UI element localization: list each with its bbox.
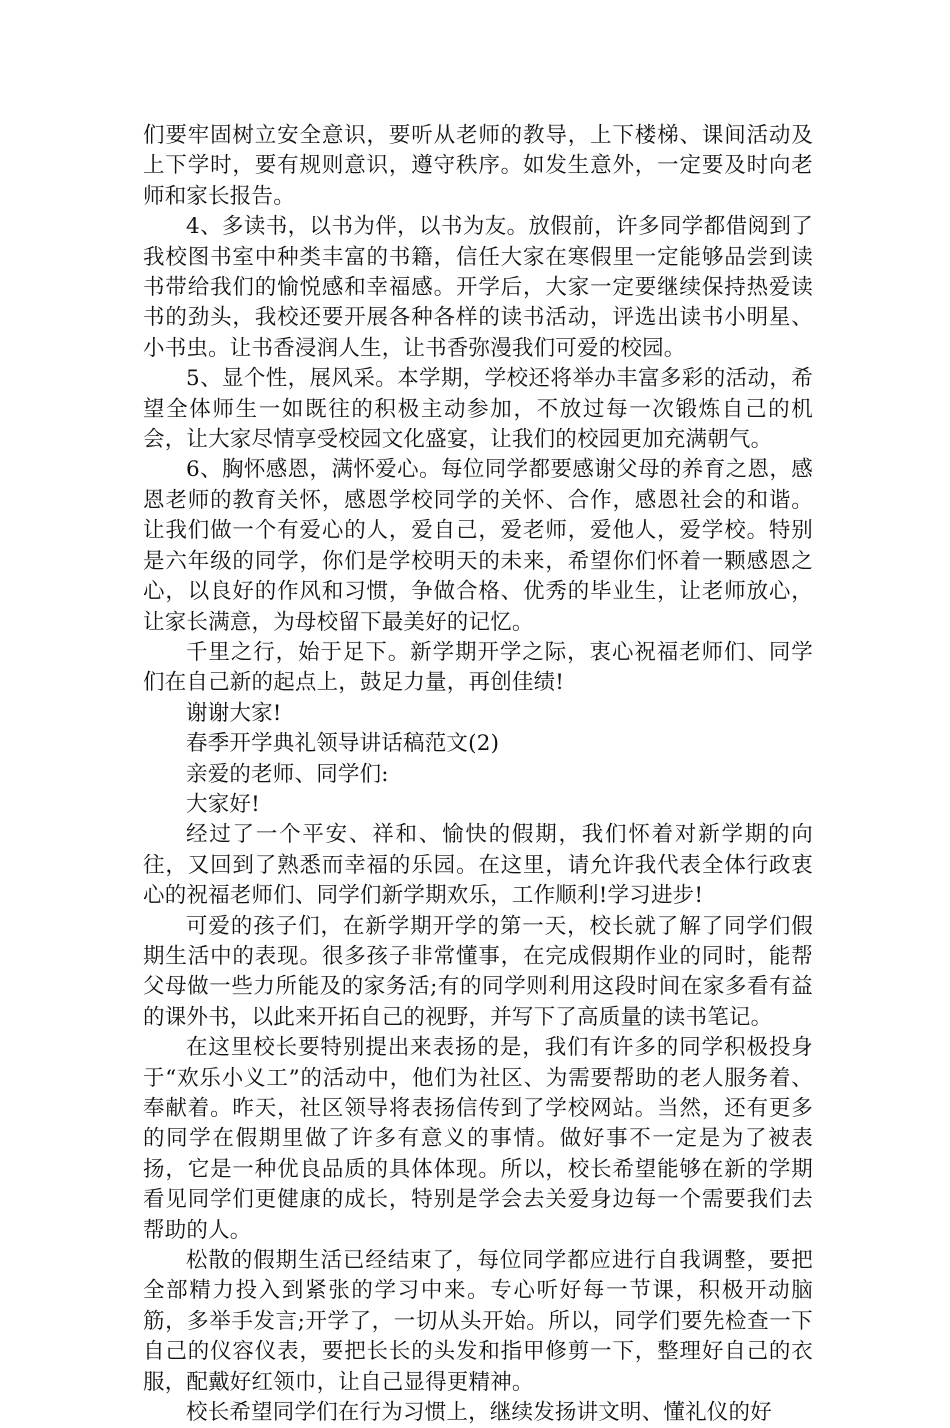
document-body [143,121,813,1428]
paragraph: 可爱的孩子们，在新学期开学的第一天，校长就了解了同学们假期生活中的表现。很多孩子非常懂事，在完成假期作业的同时，能帮父母做一些力所能及的家务活;有的同学则利用这段时间在家多看有益的课外书，以此来开拓自己的视野，并写下了高质量的读书笔记。 [143,913,813,1030]
greeting: 大家好! [186,791,260,817]
paragraph: 校长希望同学们在行为习惯上，继续发扬讲文明、懂礼仪的好 [186,1400,772,1426]
salutation: 亲爱的老师、同学们: [186,761,389,787]
paragraph: 千里之行，始于足下。新学期开学之际，衷心祝福老师们、同学们在自己新的起点上，鼓足力量，再创佳绩! [143,639,813,696]
paragraph: 松散的假期生活已经结束了，每位同学都应进行自我调整，要把全部精力投入到紧张的学习中来。专心听好每一节课，积极开动脑筋，多举手发言;开学了，一切从头开始。所以，同学们要先检查一下自己的仪容仪表，要把长长的头发和指甲修剪一下，整理好自己的衣服，配戴好红领巾，让自己显得更精神。 [143,1248,813,1395]
paragraph: 5、显个性，展风采。本学期，学校还将举办丰富多彩的活动，希望全体师生一如既往的积极主动参加，不放过每一次锻炼自己的机会，让大家尽情享受校园文化盛宴，让我们的校园更加充满朝气。 [143,366,813,453]
paragraph: 4、多读书，以书为伴，以书为友。放假前，许多同学都借阅到了我校图书室中种类丰富的书籍，信任大家在寒假里一定能够品尝到读书带给我们的愉悦感和幸福感。开学后，大家一定要继续保持热爱读书的劲头，我校还要开展各种各样的读书活动，评选出读书小明星、小书虫。让书香浸润人生，让书香弥漫我们可爱的校园。 [143,214,813,361]
paragraph: 6、胸怀感恩，满怀爱心。每位同学都要感谢父母的养育之恩，感恩老师的教育关怀，感恩学校同学的关怀、合作，感恩社会的和谐。让我们做一个有爱心的人，爱自己，爱老师，爱他人，爱学校。特别是六年级的同学，你们是学校明天的未来，希望你们怀着一颗感恩之心，以良好的作风和习惯，争做合格、优秀的毕业生，让老师放心，让家长满意，为母校留下最美好的记忆。 [143,457,813,635]
paragraph: 在这里校长要特别提出来表扬的是，我们有许多的同学积极投身于“欢乐小义工”的活动中，他们为社区、为需要帮助的老人服务着、奉献着。昨天，社区领导将表扬信传到了学校网站。当然，还有更多的同学在假期里做了许多有意义的事情。做好事不一定是为了被表扬，它是一种优良品质的具体体现。所以，校长希望能够在新的学期看见同学们更健康的成长，特别是学会去关爱身边每一个需要我们去帮助的人。 [143,1035,813,1243]
paragraph: 们要牢固树立安全意识，要听从老师的教导，上下楼梯、课间活动及上下学时，要有规则意识，遵守秩序。如发生意外，一定要及时向老师和家长报告。 [143,123,813,209]
closing-line: 谢谢大家! [186,700,282,726]
paragraph: 经过了一个平安、祥和、愉快的假期，我们怀着对新学期的向往，又回到了熟悉而幸福的乐园。在这里，请允许我代表全体行政衷心的祝福老师们、同学们新学期欢乐，工作顺利!学习进步! [143,822,813,909]
section-title: 春季开学典礼领导讲话稿范文(2) [186,731,500,757]
